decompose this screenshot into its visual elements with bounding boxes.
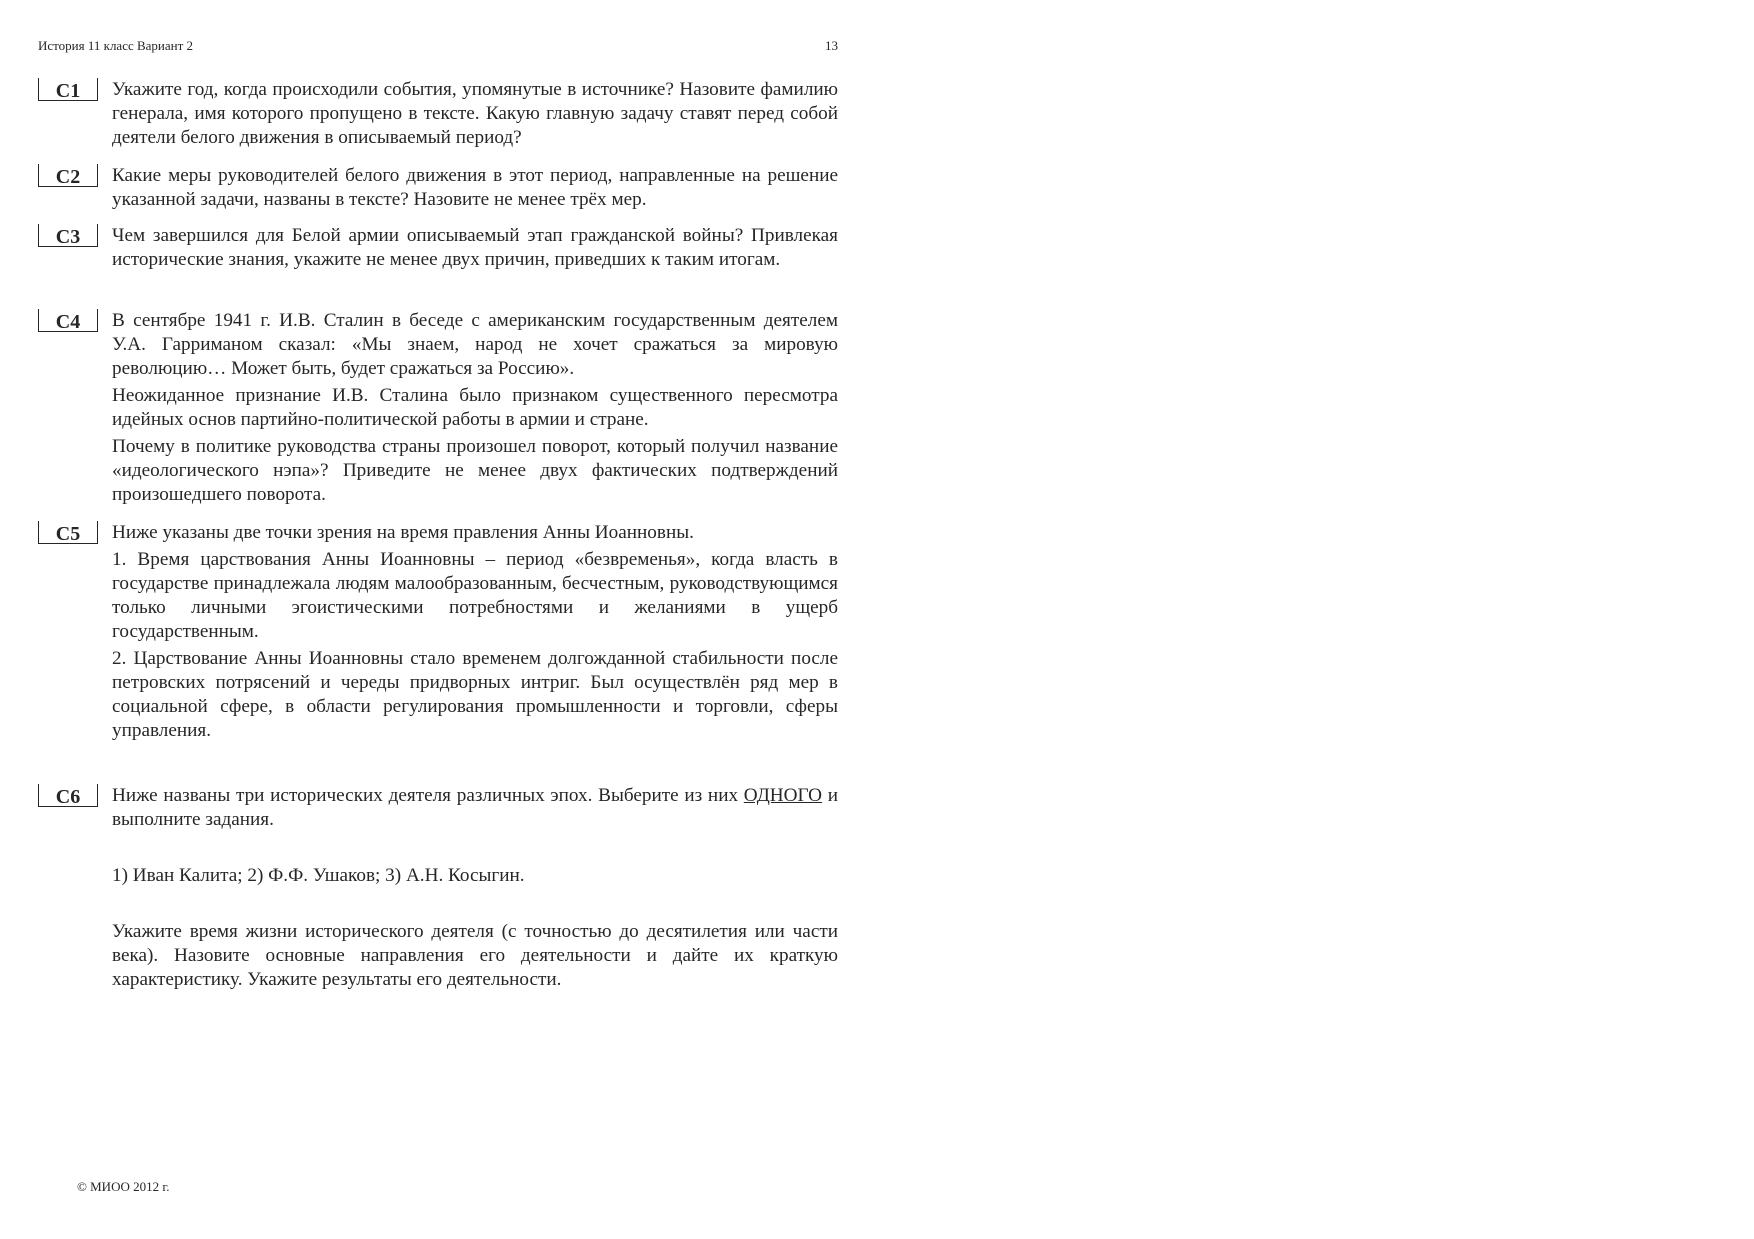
task-label: С4 (38, 309, 98, 332)
task-text (112, 164, 838, 215)
task-label: С3 (38, 224, 98, 247)
task-label: С1 (38, 78, 98, 101)
task-paragraph: Какие меры руководителей белого движения в этот период, направленные на решение указанной задачи, названы в тексте? Назовите не менее трёх мер. (112, 165, 838, 210)
task-instruction: Укажите время жизни исторического деятеля (с точностью до десятилетия или части века). Назовите основные направления его деятельности и дайте их краткую характеристику. Укажите результаты его деятельности. (112, 921, 838, 990)
task-paragraph: Почему в политике руководства страны произошел поворот, который получил название «идеологического нэпа»? Приведите не менее двух фактических подтверждений произошедшего поворота. (112, 436, 838, 505)
task-text (112, 521, 838, 746)
page-header (38, 38, 838, 58)
intro-text-after: и выполните задания. (112, 785, 838, 830)
task-paragraph: Чем завершился для Белой армии описываемый этап гражданской войны? Привлекая исторические знания, укажите не менее двух причин, приведших к таким итогам. (112, 225, 838, 270)
figure-list: 1) Иван Калита; 2) Ф.Ф. Ушаков; 3) А.Н. Косыгин. (112, 865, 525, 886)
page-number: 13 (825, 38, 838, 53)
task-paragraph: В сентябре 1941 г. И.В. Сталин в беседе с американским государственным деятелем У.А. Гарриманом сказал: «Мы знаем, народ не хочет сражаться за мировую революцию… Может быть, будет сражаться за Россию». (112, 310, 838, 379)
task-paragraph: Неожиданное признание И.В. Сталина было признаком существенного пересмотра идейных основ партийно-политической работы в армии и стране. (112, 385, 838, 430)
task-text (112, 309, 838, 510)
task-paragraph: Укажите год, когда происходили события, упомянутые в источнике? Назовите фамилию генерала, имя которого пропущено в тексте. Какую главную задачу ставят перед собой деятели белого движения в описываемый период? (112, 79, 838, 148)
intro-text-before: Ниже названы три исторических деятеля различных эпох. Выберите из них (112, 785, 739, 806)
task-paragraph: 2. Царствование Анны Иоанновны стало временем долгожданной стабильности после петровских потрясений и череды придворных интриг. Был осуществлён ряд мер в социальной сфере, в области регулирования промышленности и торговли, сферы управления. (112, 648, 838, 741)
task-paragraph: 1. Время царствования Анны Иоанновны – период «безвременья», когда власть в государстве принадлежала людям малообразованным, бесчестным, руководствующимся только личными эгоистическими потребностями и желаниями в ущерб государственным. (112, 549, 838, 642)
page-header-title: История 11 класс Вариант 2 (38, 38, 194, 53)
task-label: С2 (38, 164, 98, 187)
task-label: С6 (38, 784, 98, 807)
task-intro (112, 784, 838, 832)
task-paragraph: Ниже указаны две точки зрения на время правления Анны Иоанновны. (112, 522, 694, 543)
copyright: © МИОО 2012 г. (77, 1179, 170, 1194)
task-label: С5 (38, 521, 98, 544)
task-text (112, 224, 838, 275)
task-text (112, 784, 838, 995)
task-text (112, 78, 838, 153)
underlined-word: ОДНОГО (743, 785, 822, 806)
